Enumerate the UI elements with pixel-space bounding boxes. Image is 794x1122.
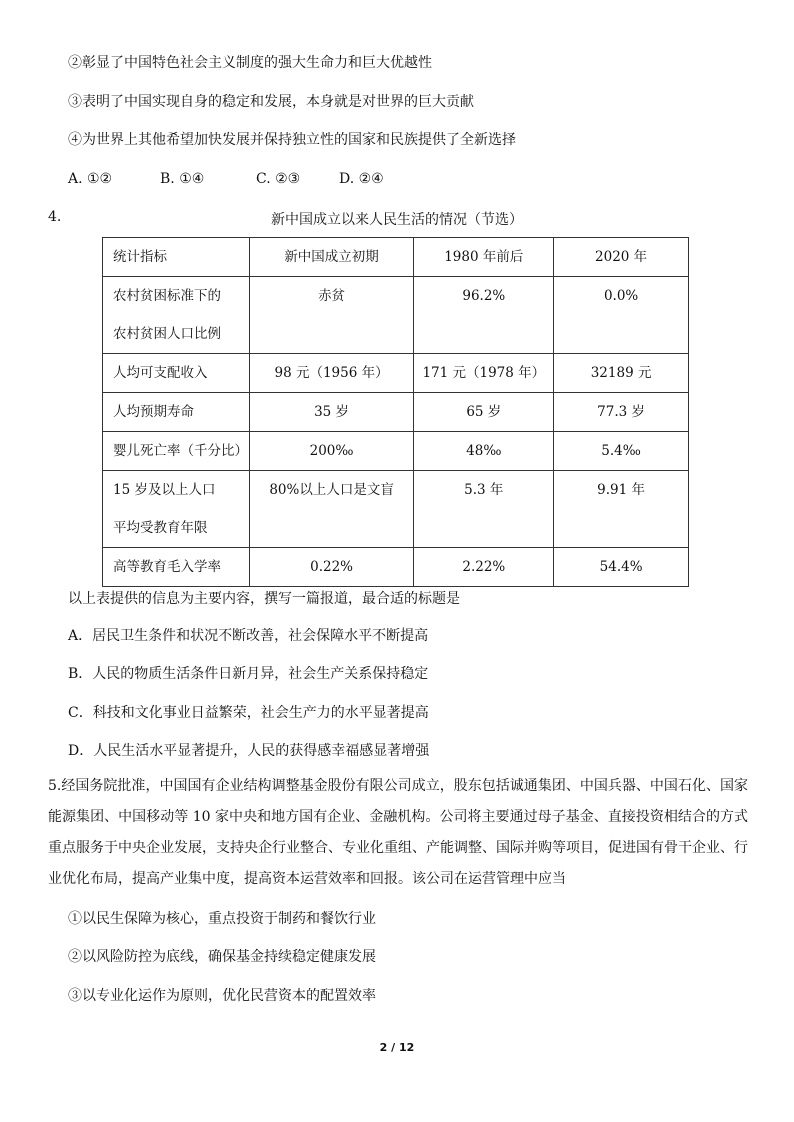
table-row [103,277,689,354]
q4-stem: 以上表提供的信息为主要内容，撰写一篇报道，最合适的标题是 [68,591,460,607]
table-cell: 5.4‰ [554,432,689,471]
q3-option-c[interactable]: C. ②③ [256,171,301,187]
header-cell: 统计指标 [103,238,250,277]
table-row [103,548,689,587]
row-label: 婴儿死亡率（千分比） [103,432,250,471]
table-cell: 65 岁 [414,393,554,432]
q4-option-a[interactable]: A．居民卫生条件和状况不断改善，社会保障水平不断提高 [68,628,429,644]
table-header-row [103,238,689,277]
page-number: 2 / 12 [379,1041,415,1054]
table-cell: 9.91 年 [554,471,689,548]
table-row [103,471,689,548]
header-cell: 2020 年 [554,238,689,277]
table-cell: 171 元（1978 年） [414,354,554,393]
q4-option-d[interactable]: D．人民生活水平显著提升，人民的获得感幸福感显著增强 [68,743,430,759]
table-cell: 54.4% [554,548,689,587]
q5-statement-1: ①以民生保障为核心，重点投资于制药和餐饮行业 [68,911,376,927]
row-label: 高等教育毛入学率 [103,548,250,587]
header-cell: 新中国成立初期 [249,238,414,277]
table-cell: 80%以上人口是文盲 [249,471,414,548]
q4-option-c[interactable]: C．科技和文化事业日益繁荣，社会生产力的水平显著提高 [68,705,429,721]
table-cell: 0.22% [249,548,414,587]
header-cell: 1980 年前后 [414,238,554,277]
row-label: 人均可支配收入 [103,354,250,393]
data-table [102,237,689,587]
row-label: 农村贫困标准下的 农村贫困人口比例 [103,277,250,354]
table-cell: 77.3 岁 [554,393,689,432]
q3-statement-4: ④为世界上其他希望加快发展并保持独立性的国家和民族提供了全新选择 [68,132,516,148]
table-cell: 48‰ [414,432,554,471]
table-cell: 96.2% [414,277,554,354]
table-cell: 200‰ [249,432,414,471]
q4-option-b[interactable]: B．人民的物质生活条件日新月异，社会生产关系保持稳定 [68,666,429,682]
table-row [103,432,689,471]
table-cell: 5.3 年 [414,471,554,548]
q5-statement-2: ②以风险防控为底线，确保基金持续稳定健康发展 [68,949,376,965]
table-title: 新中国成立以来人民生活的情况（节选） [271,212,523,228]
q3-option-a[interactable]: A. ①② [68,171,113,187]
row-label: 人均预期寿命 [103,393,250,432]
q3-option-d[interactable]: D. ②④ [339,171,384,187]
q3-option-b[interactable]: B. ①④ [160,171,205,187]
table-row [103,354,689,393]
q3-statement-3: ③表明了中国实现自身的稳定和发展，本身就是对世界的巨大贡献 [68,94,474,110]
table-cell: 98 元（1956 年） [249,354,414,393]
table-cell: 赤贫 [249,277,414,354]
row-label: 15 岁及以上人口 平均受教育年限 [103,471,250,548]
table-cell: 0.0% [554,277,689,354]
table-cell: 35 岁 [249,393,414,432]
table-cell: 32189 元 [554,354,689,393]
q5-stem: 5.经国务院批准，中国国有企业结构调整基金股份有限公司成立，股东包括诚通集团、中国兵器、中国石化、国家能源集团、中国移动等 10 家中央和地方国有企业、金融机构。公司将主要通过母子基金、直接投资相结合的方式重点服务于中央企业发展，支持央企行业整合、专业化重组、产能调整、国际并购等项目，促进国有骨干企业、行业优化布局，提高产业集中度，提高资本运营效率和回报。该公司在运营管理中应当 [48,778,748,887]
table-cell: 2.22% [414,548,554,587]
table-row [103,393,689,432]
question-number: 4. [48,209,62,225]
q5-statement-3: ③以专业化运作为原则，优化民营资本的配置效率 [68,988,376,1004]
q3-statement-2: ②彰显了中国特色社会主义制度的强大生命力和巨大优越性 [68,55,432,71]
